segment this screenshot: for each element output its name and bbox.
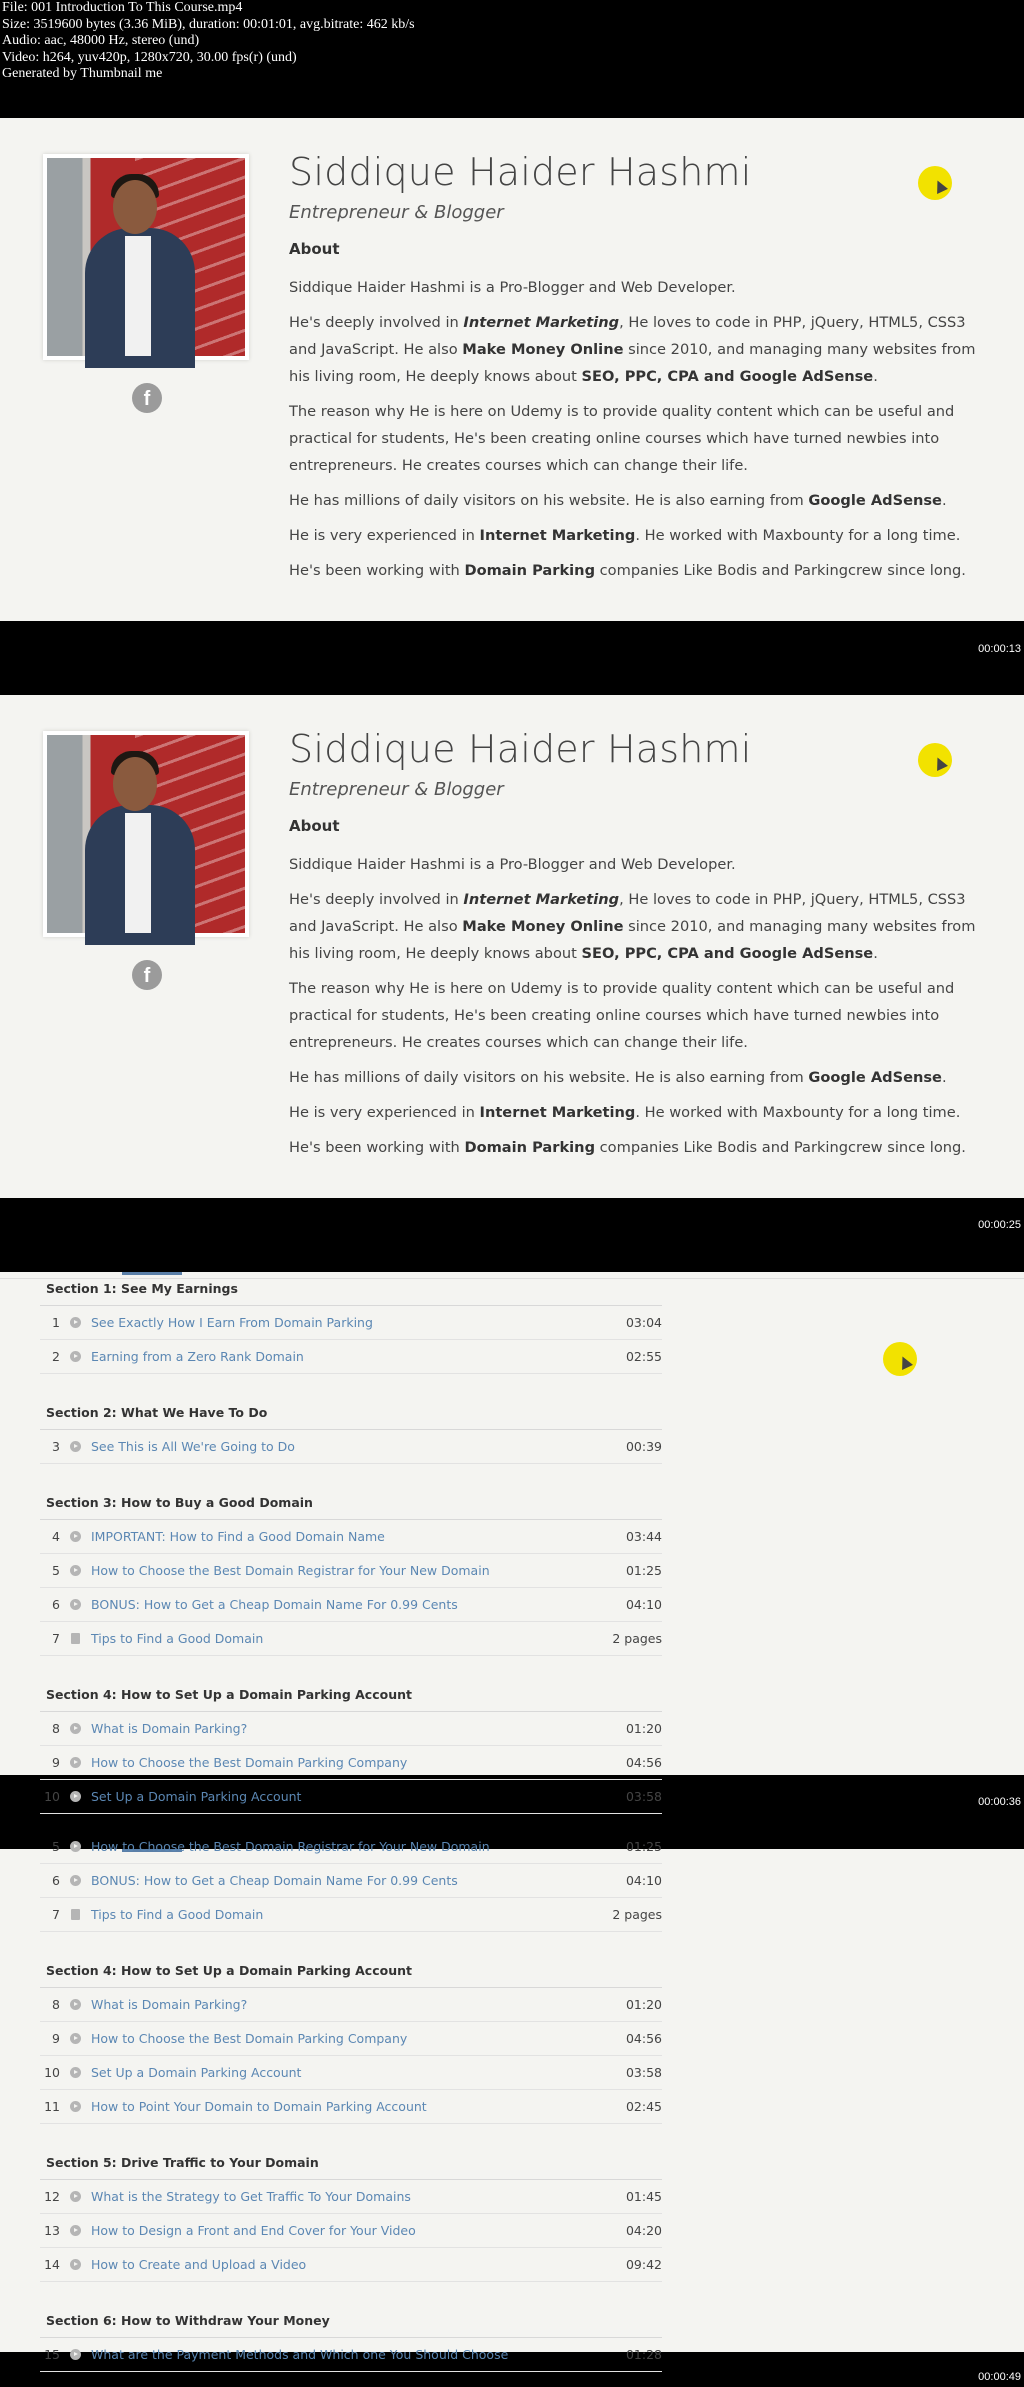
lecture-number: 13: [44, 2223, 60, 2238]
lecture-duration: 01:20: [625, 1721, 662, 1736]
play-icon: [70, 1791, 81, 1802]
lecture-row[interactable]: [40, 2180, 662, 2214]
file-info-line: Audio: aac, 48000 Hz, stereo (und): [2, 33, 200, 48]
lecture-row[interactable]: [40, 1588, 662, 1622]
lecture-number: 7: [52, 1907, 60, 1922]
lecture-number: 11: [44, 2099, 60, 2114]
mouse-cursor-highlight: [883, 1342, 917, 1376]
play-icon: [70, 2191, 81, 2202]
lecture-title-link[interactable]: What are the Payment Methods and Which one You Should Choose: [91, 2347, 509, 2362]
bio-paragraph: Siddique Haider Hashmi is a Pro-Blogger and Web Developer.: [289, 279, 736, 296]
lecture-title-link[interactable]: BONUS: How to Get a Cheap Domain Name For 0.99 Cents: [91, 1597, 458, 1612]
bio-paragraph: He is very experienced in Internet Marketing. He worked with Maxbounty for a long time.: [289, 527, 961, 544]
lecture-number: 5: [52, 1563, 60, 1578]
timestamp: 00:00:36: [978, 1796, 1021, 1808]
lecture-title-link[interactable]: BONUS: How to Get a Cheap Domain Name For 0.99 Cents: [91, 1873, 458, 1888]
lecture-row[interactable]: [40, 1430, 662, 1464]
facebook-icon[interactable]: f: [132, 960, 162, 990]
lecture-number: 10: [44, 2065, 60, 2080]
lecture-duration: 09:42: [625, 2257, 662, 2272]
lecture-number: 2: [52, 1349, 60, 1364]
lecture-row[interactable]: [40, 2248, 662, 2282]
bio-paragraph: He's deeply involved in Internet Marketing, He loves to code in PHP, jQuery, HTML5, CSS3 and JavaScript. He also Make Money Online since 2010, and managing many websites from his living room, He deeply knows about SEO, PPC, CPA and Google AdSense.: [289, 314, 976, 385]
bio-paragraph: Siddique Haider Hashmi is a Pro-Blogger and Web Developer.: [289, 856, 736, 873]
curriculum-list: [40, 1830, 662, 2372]
lecture-duration: 03:04: [625, 1315, 662, 1330]
section-header: Section 3: How to Buy a Good Domain: [40, 1486, 662, 1520]
lecture-number: 6: [52, 1873, 60, 1888]
lecture-number: 3: [52, 1439, 60, 1454]
play-icon: [70, 1531, 81, 1542]
lecture-number: 4: [52, 1529, 60, 1544]
timestamp: 00:00:49: [978, 2371, 1021, 2383]
video-frame-4: [0, 1839, 1024, 2362]
file-info-header: [0, 0, 1024, 118]
lecture-row[interactable]: [40, 1340, 662, 1374]
section-header: Section 2: What We Have To Do: [40, 1396, 662, 1430]
lecture-duration: 04:10: [625, 1597, 662, 1612]
lecture-number: 14: [44, 2257, 60, 2272]
lecture-duration: 04:56: [625, 1755, 662, 1770]
bio-paragraph: He's been working with Domain Parking companies Like Bodis and Parkingcrew since long.: [289, 562, 966, 579]
instructor-bio: [289, 851, 989, 1169]
file-info-line: Size: 3519600 bytes (3.36 MiB), duration: 00:01:01, avg.bitrate: 462 kb/s: [2, 16, 415, 32]
curriculum-list: [40, 1272, 662, 1814]
lecture-title-link[interactable]: See This is All We're Going to Do: [91, 1439, 295, 1454]
lecture-number: 9: [52, 2031, 60, 2046]
play-icon: [70, 2259, 81, 2270]
lecture-title-link[interactable]: How to Choose the Best Domain Parking Company: [91, 2031, 408, 2046]
lecture-row[interactable]: [40, 1622, 662, 1656]
lecture-number: 8: [52, 1721, 60, 1736]
play-icon: [70, 1875, 81, 1886]
lecture-number: 5: [52, 1839, 60, 1854]
lecture-duration: 03:44: [625, 1529, 662, 1544]
section-header: Section 6: How to Withdraw Your Money: [40, 2304, 662, 2338]
lecture-duration: 2 pages: [612, 1631, 662, 1646]
play-icon: [70, 1841, 81, 1852]
timestamp: 00:00:13: [978, 643, 1021, 655]
lecture-number: 10: [44, 1789, 60, 1804]
lecture-row[interactable]: [40, 2214, 662, 2248]
instructor-photo: [43, 731, 249, 937]
lecture-row[interactable]: [40, 1898, 662, 1932]
lecture-title-link[interactable]: Tips to Find a Good Domain: [91, 1907, 264, 1922]
bio-paragraph: He's been working with Domain Parking companies Like Bodis and Parkingcrew since long.: [289, 1139, 966, 1156]
lecture-row[interactable]: [40, 1830, 662, 1864]
file-info-line: Video: h264, yuv420p, 1280x720, 30.00 fps(r) (und): [2, 49, 297, 65]
lecture-row[interactable]: [40, 2090, 662, 2124]
video-frame-1: [0, 118, 1024, 621]
play-icon: [70, 2067, 81, 2078]
lecture-number: 7: [52, 1631, 60, 1646]
lecture-duration: 2 pages: [612, 1907, 662, 1922]
lecture-row[interactable]: [40, 1306, 662, 1340]
lecture-row[interactable]: [40, 1864, 662, 1898]
lecture-title-link[interactable]: How to Point Your Domain to Domain Parking Account: [91, 2099, 427, 2114]
lecture-row[interactable]: [40, 1746, 662, 1780]
document-icon: [71, 1633, 80, 1644]
mouse-cursor-highlight: [918, 166, 952, 200]
section-header: Section 4: How to Set Up a Domain Parking Account: [40, 1954, 662, 1988]
lecture-row[interactable]: [40, 1988, 662, 2022]
lecture-title-link[interactable]: How to Choose the Best Domain Parking Company: [91, 1755, 408, 1770]
document-icon: [71, 1909, 80, 1920]
lecture-number: 6: [52, 1597, 60, 1612]
bio-paragraph: He is very experienced in Internet Marketing. He worked with Maxbounty for a long time.: [289, 1104, 961, 1121]
instructor-tagline: Entrepreneur & Blogger: [289, 779, 504, 800]
bio-paragraph: He has millions of daily visitors on his website. He is also earning from Google AdSense.: [289, 492, 947, 509]
lecture-duration: 00:39: [625, 1439, 662, 1454]
lecture-duration: 01:28: [625, 2347, 662, 2362]
lecture-duration: 03:58: [625, 1789, 662, 1804]
lecture-title-link[interactable]: See Exactly How I Earn From Domain Parking: [91, 1315, 373, 1330]
play-icon: [70, 2349, 81, 2360]
section-header: Section 5: Drive Traffic to Your Domain: [40, 2146, 662, 2180]
lecture-row[interactable]: [40, 1780, 662, 1814]
facebook-icon[interactable]: f: [132, 383, 162, 413]
lecture-duration: 02:55: [625, 1349, 662, 1364]
lecture-row[interactable]: [40, 1712, 662, 1746]
lecture-duration: 02:45: [625, 2099, 662, 2114]
play-icon: [70, 2033, 81, 2044]
video-frame-2: [0, 695, 1024, 1198]
bio-paragraph: He's deeply involved in Internet Marketing, He loves to code in PHP, jQuery, HTML5, CSS3 and JavaScript. He also Make Money Online since 2010, and managing many websites from his living room, He deeply knows about SEO, PPC, CPA and Google AdSense.: [289, 891, 976, 962]
lecture-duration: 04:20: [625, 2223, 662, 2238]
play-icon: [70, 1565, 81, 1576]
lecture-row[interactable]: [40, 2056, 662, 2090]
instructor-tagline: Entrepreneur & Blogger: [289, 202, 504, 223]
about-heading: About: [289, 240, 340, 258]
lecture-number: 8: [52, 1997, 60, 2012]
lecture-title-link[interactable]: Set Up a Domain Parking Account: [91, 2065, 302, 2080]
lecture-duration: 04:10: [625, 1873, 662, 1888]
lecture-row[interactable]: [40, 1520, 662, 1554]
lecture-duration: 01:25: [625, 1563, 662, 1578]
instructor-bio: [289, 274, 989, 592]
about-heading: About: [289, 817, 340, 835]
lecture-row[interactable]: [40, 1554, 662, 1588]
play-icon: [70, 1599, 81, 1610]
lecture-number: 15: [44, 2347, 60, 2362]
instructor-photo: [43, 154, 249, 360]
lecture-duration: 01:45: [625, 2189, 662, 2204]
play-icon: [70, 2225, 81, 2236]
file-info-line: Generated by Thumbnail me: [2, 66, 163, 81]
lecture-title-link[interactable]: What is Domain Parking?: [91, 1997, 248, 2012]
bio-paragraph: The reason why He is here on Udemy is to provide quality content which can be useful and practical for students, He's been creating online courses which have turned newbies into entrepreneurs. He creates courses which can change their life.: [289, 403, 955, 474]
lecture-duration: 01:20: [625, 1997, 662, 2012]
file-info-line: File: 001 Introduction To This Course.mp4: [2, 0, 243, 15]
lecture-title-link[interactable]: Set Up a Domain Parking Account: [91, 1789, 302, 1804]
lecture-row[interactable]: [40, 2338, 662, 2372]
play-icon: [70, 1317, 81, 1328]
lecture-title-link[interactable]: Tips to Find a Good Domain: [91, 1631, 264, 1646]
lecture-title-link[interactable]: How to Design a Front and End Cover for Your Video: [91, 2223, 416, 2238]
mouse-cursor-highlight: [918, 743, 952, 777]
section-header: Section 1: See My Earnings: [40, 1272, 662, 1306]
lecture-title-link[interactable]: IMPORTANT: How to Find a Good Domain Name: [91, 1529, 385, 1544]
lecture-duration: 01:25: [625, 1839, 662, 1854]
lecture-duration: 03:58: [625, 2065, 662, 2080]
lecture-duration: 04:56: [625, 2031, 662, 2046]
lecture-number: 9: [52, 1755, 60, 1770]
play-icon: [70, 1441, 81, 1452]
instructor-name: Siddique Haider Hashmi: [289, 150, 752, 194]
lecture-title-link[interactable]: How to Choose the Best Domain Registrar for Your New Domain: [91, 1839, 490, 1854]
lecture-title-link[interactable]: How to Choose the Best Domain Registrar for Your New Domain: [91, 1563, 490, 1578]
lecture-number: 12: [44, 2189, 60, 2204]
play-icon: [70, 1351, 81, 1362]
section-header: Section 4: How to Set Up a Domain Parking Account: [40, 1678, 662, 1712]
timestamp: 00:00:25: [978, 1219, 1021, 1231]
lecture-title-link[interactable]: What is the Strategy to Get Traffic To Your Domains: [91, 2189, 411, 2204]
play-icon: [70, 2101, 81, 2112]
lecture-number: 1: [52, 1315, 60, 1330]
bio-paragraph: He has millions of daily visitors on his website. He is also earning from Google AdSense.: [289, 1069, 947, 1086]
instructor-name: Siddique Haider Hashmi: [289, 727, 752, 771]
play-icon: [70, 1999, 81, 2010]
lecture-title-link[interactable]: How to Create and Upload a Video: [91, 2257, 307, 2272]
lecture-row[interactable]: [40, 2022, 662, 2056]
lecture-title-link[interactable]: What is Domain Parking?: [91, 1721, 248, 1736]
lecture-title-link[interactable]: Earning from a Zero Rank Domain: [91, 1349, 304, 1364]
play-icon: [70, 1757, 81, 1768]
bio-paragraph: The reason why He is here on Udemy is to provide quality content which can be useful and practical for students, He's been creating online courses which have turned newbies into entrepreneurs. He creates courses which can change their life.: [289, 980, 955, 1051]
play-icon: [70, 1723, 81, 1734]
